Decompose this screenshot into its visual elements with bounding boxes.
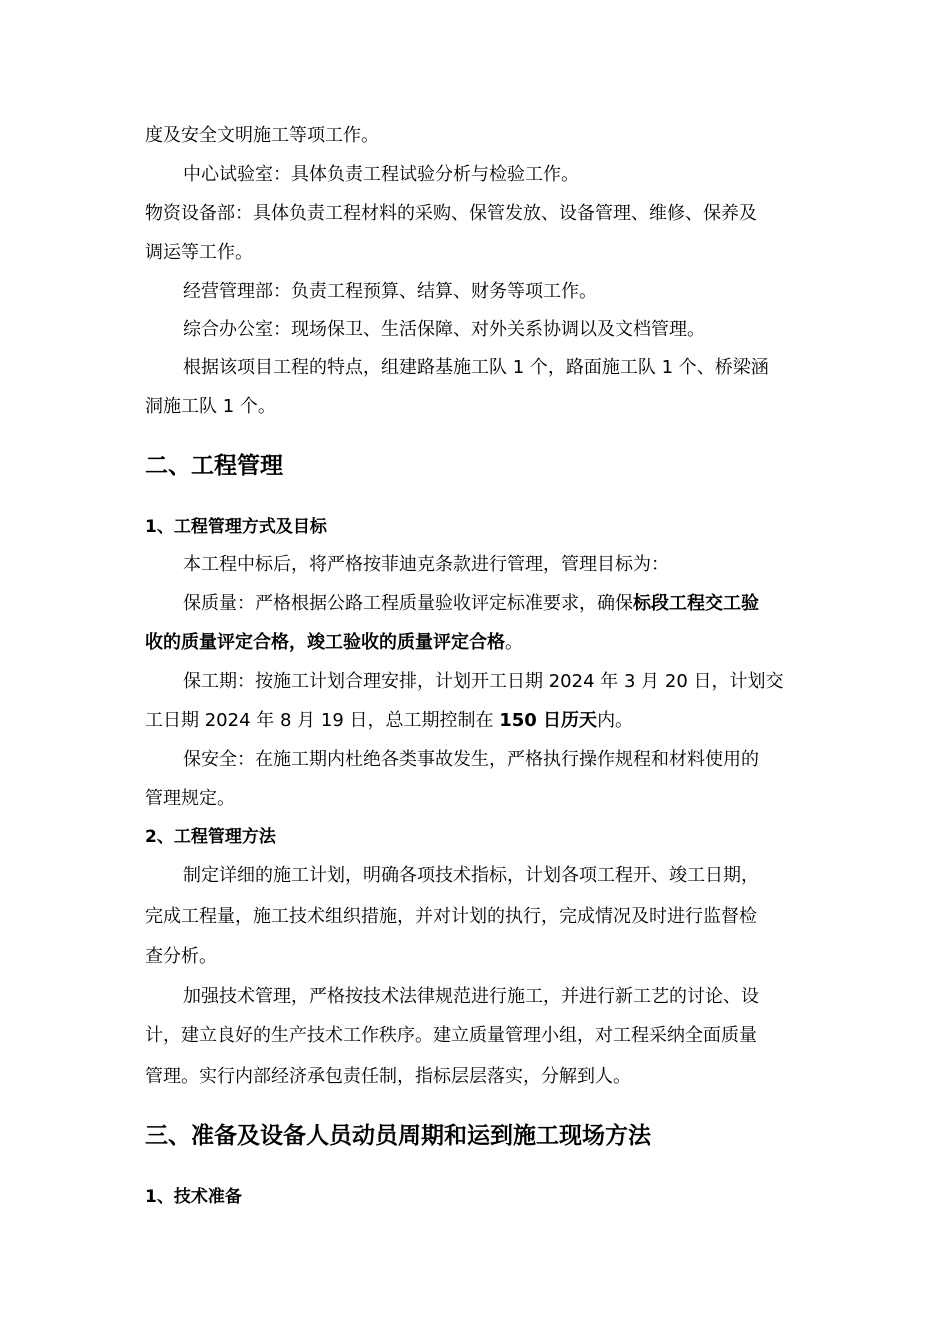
subheading-technical-preparation: 1、技术准备: [145, 1187, 242, 1207]
subheading-management-method: 2、工程管理方法: [145, 827, 276, 847]
paragraph-team-setup: 根据该项目工程的特点，组建路基施工队 1 个，路面施工队 1 个、桥梁涵: [183, 357, 769, 378]
paragraph-line: [145, 631, 523, 655]
schedule-emphasis: 150 日历天: [499, 710, 598, 731]
quality-text: 保质量：严格根据公路工程质量验收评定标准要求，确保: [183, 593, 633, 614]
section-heading-preparation: 三、准备及设备人员动员周期和运到施工现场方法: [145, 1123, 651, 1149]
paragraph-line: 洞施工队 1 个。: [145, 396, 276, 417]
paragraph-line: 度及安全文明施工等项工作。: [145, 125, 379, 146]
section-heading-engineering-management: 二、工程管理: [145, 453, 283, 479]
paragraph-quality-goal: [183, 592, 759, 616]
schedule-text-end: 内。: [597, 710, 634, 731]
schedule-text: 工日期 2024 年 8 月 19 日，总工期控制在: [145, 710, 500, 731]
paragraph-general-office: 综合办公室：现场保卫、生活保障、对外关系协调以及文档管理。: [183, 319, 705, 340]
paragraph-tech-management: 加强技术管理，严格按技术法律规范进行施工，并进行新工艺的讨论、设: [183, 986, 759, 1007]
paragraph-line: [145, 709, 633, 733]
paragraph-business-dept: 经营管理部：负责工程预算、结算、财务等项工作。: [183, 281, 597, 302]
paragraph-safety-goal: 保安全：在施工期内杜绝各类事故发生，严格执行操作规程和材料使用的: [183, 749, 759, 770]
subheading-method-and-goal: 1、工程管理方式及目标: [145, 517, 327, 537]
paragraph-materials-dept: 物资设备部：具体负责工程材料的采购、保管发放、设备管理、维修、保养及: [145, 203, 757, 224]
paragraph-line: 计，建立良好的生产技术工作秩序。建立质量管理小组，对工程采纳全面质量: [145, 1025, 757, 1046]
quality-emphasis: 标段工程交工验: [633, 593, 759, 614]
paragraph-management-intro: 本工程中标后，将严格按菲迪克条款进行管理，管理目标为：: [183, 554, 669, 575]
paragraph-central-lab: 中心试验室：具体负责工程试验分析与检验工作。: [183, 164, 579, 185]
paragraph-line: 管理规定。: [145, 788, 235, 809]
paragraph-line: 管理。实行内部经济承包责任制，指标层层落实，分解到人。: [145, 1066, 631, 1087]
paragraph-schedule-goal: 保工期：按施工计划合理安排，计划开工日期 2024 年 3 月 20 日，计划交: [183, 671, 784, 692]
paragraph-line: 调运等工作。: [145, 242, 253, 263]
paragraph-line: 完成工程量，施工技术组织措施，并对计划的执行，完成情况及时进行监督检: [145, 906, 757, 927]
paragraph-construction-plan: 制定详细的施工计划，明确各项技术指标，计划各项工程开、竣工日期，: [183, 865, 759, 886]
period: 。: [505, 632, 523, 653]
quality-emphasis: 收的质量评定合格，竣工验收的质量评定合格: [145, 632, 505, 653]
paragraph-line: 查分析。: [145, 946, 217, 967]
